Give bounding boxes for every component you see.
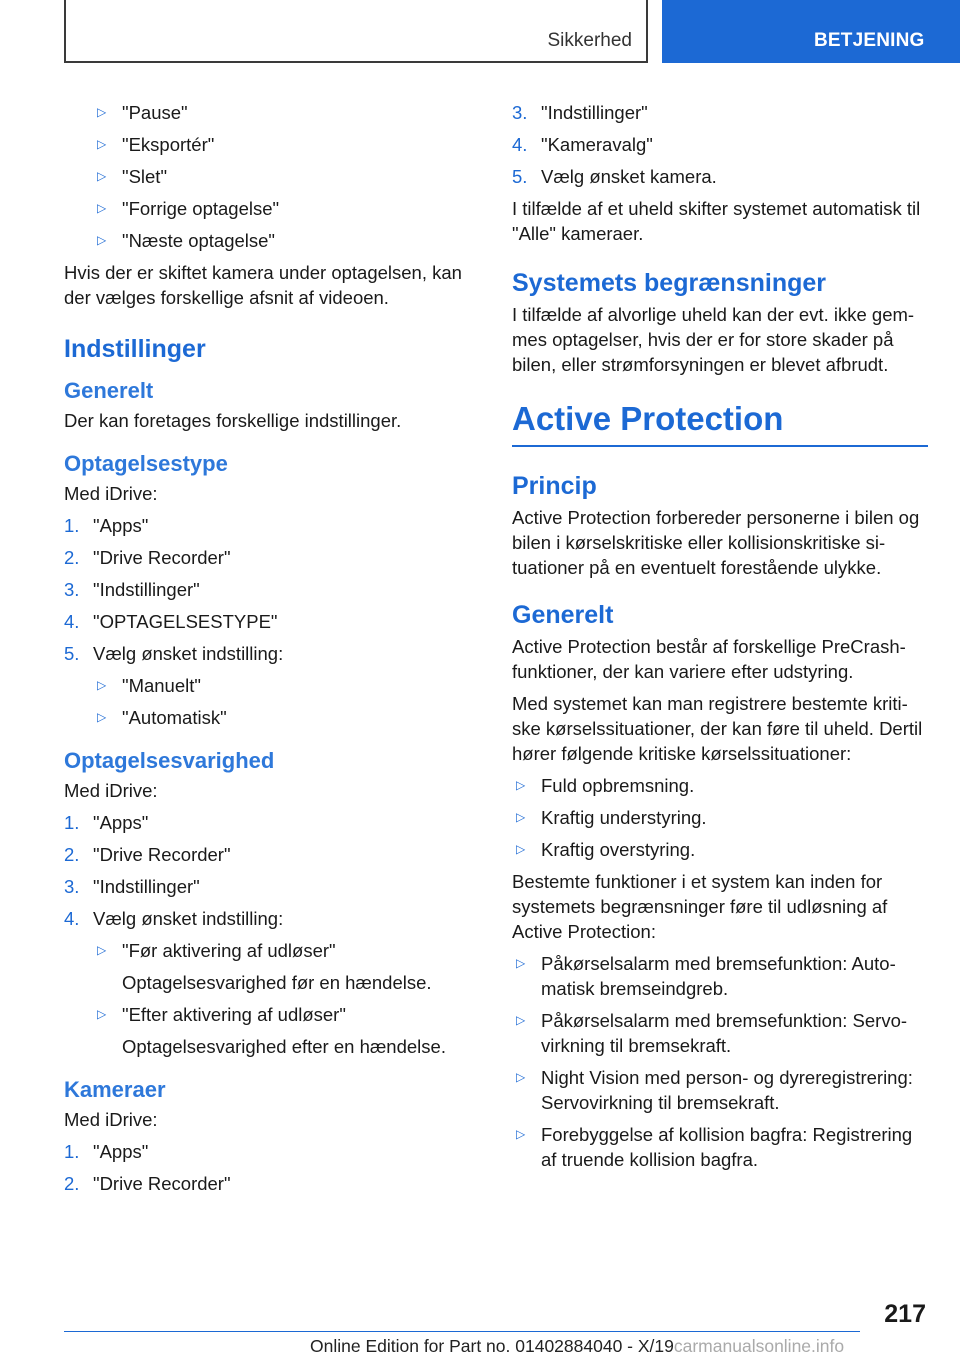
bullet-icon: ▷: [97, 943, 107, 957]
list-item: ▷ "Manuelt": [93, 673, 479, 698]
general-ap-p2: Med systemet kan man registrere bestemte kritiske kørselssituationer, der kan føre til uheld. Dertil hører følgende kritiske kørselssituationer:: [512, 693, 923, 764]
bullet-icon: ▷: [97, 137, 107, 151]
option-description: Optagelsesvarighed før en hændelse.: [122, 972, 432, 993]
option-description: Optagelsesvarighed efter en hændelse.: [122, 1036, 446, 1057]
list-item: 5. Vælg ønsket indstilling:: [64, 643, 284, 664]
bullet-icon: ▷: [516, 842, 526, 856]
heading-recording-duration: Optagelsesvarighed: [64, 748, 275, 773]
heading-system-limits: Systemets begrænsninger: [512, 269, 826, 297]
heading-general-ap: Generelt: [512, 601, 614, 629]
list-item: 3. "Indstillinger": [512, 102, 648, 123]
principle-text: Active Protection forbereder personerne i bilen og bilen i kørselskritiske eller kollisionskritiske situationer på en eventuelt forestående ulykke.: [512, 507, 920, 578]
heading-settings: Indstillinger: [64, 335, 206, 363]
heading-recording-type: Optagelsestype: [64, 451, 228, 476]
list-item: ▷ "Eksportér": [93, 132, 479, 157]
list-item: ▷ Forebyggelse af kollision bagfra: Registrering af truende kollision bagfra.: [512, 1122, 928, 1172]
watermark[interactable]: carmanualsonline.info: [673, 1336, 845, 1356]
limits-text: I tilfælde af alvorlige uheld kan der evt. ikke gemmes optagelser, hvis der er for store skader på bilen, eller strømforsyningen er blevet afbrudt.: [512, 304, 915, 375]
cameras-intro: Med iDrive:: [64, 1109, 158, 1130]
bullet-icon: ▷: [516, 1127, 526, 1141]
bullet-icon: ▷: [97, 233, 107, 247]
heading-cameras: Kameraer: [64, 1077, 166, 1102]
list-item: 3. "Indstillinger": [64, 579, 200, 600]
bullet-icon: ▷: [97, 1007, 107, 1021]
list-item: 4. "OPTAGELSESTYPE": [64, 611, 278, 632]
heading-principle: Princip: [512, 472, 597, 500]
bullet-icon: ▷: [516, 1070, 526, 1084]
bullet-icon: ▷: [516, 810, 526, 824]
intro-paragraph: Hvis der er skiftet kamera under optagelsen, kan der vælges forskellige afsnit af videoen.: [64, 262, 462, 308]
list-item: ▷ "Før aktivering af udløser": [93, 938, 479, 963]
header-box: [64, 0, 648, 63]
list-item: ▷ Påkørselsalarm med bremsefunktion: Servovirkning til bremsekraft.: [512, 1008, 928, 1058]
bullet-icon: ▷: [97, 710, 107, 724]
bullet-icon: ▷: [516, 956, 526, 970]
cameras-note: I tilfælde af et uheld skifter systemet automatisk til "Alle" kameraer.: [512, 198, 921, 244]
duration-intro: Med iDrive:: [64, 780, 158, 801]
right-column: [512, 100, 928, 1179]
footer-rule: [64, 1331, 860, 1332]
footer-edition: Online Edition for Part no. 01402884040 - X/19carmanualsonline.info: [310, 1336, 845, 1356]
list-item: 2. "Drive Recorder": [64, 1173, 231, 1194]
page-number: 217: [884, 1300, 926, 1328]
header-section-title: Sikkerhed: [547, 30, 632, 51]
general-text: Der kan foretages forskellige indstillinger.: [64, 410, 402, 431]
heading-rule: [512, 445, 928, 447]
list-item: 4. "Kameravalg": [512, 134, 653, 155]
list-item: ▷ Fuld opbremsning.: [512, 773, 928, 798]
bullet-icon: ▷: [97, 678, 107, 692]
list-item: ▷ Night Vision med person- og dyreregistrering: Servovirkning til bremsekraft.: [512, 1065, 928, 1115]
list-item: 1. "Apps": [64, 812, 149, 833]
left-column: [64, 100, 479, 1203]
list-item: 4. Vælg ønsket indstilling:: [64, 908, 284, 929]
list-item: 2. "Drive Recorder": [64, 547, 231, 568]
list-item: 1. "Apps": [64, 515, 149, 536]
list-item: ▷ "Efter aktivering af udløser": [93, 1002, 479, 1027]
header-tab-betjening[interactable]: BETJENING: [662, 0, 960, 63]
list-item: ▷ Kraftig overstyring.: [512, 837, 928, 862]
list-item: ▷ Kraftig understyring.: [512, 805, 928, 830]
list-item: ▷ "Slet": [93, 164, 479, 189]
bullet-icon: ▷: [97, 201, 107, 215]
bullet-icon: ▷: [516, 1013, 526, 1027]
list-item: ▷ "Automatisk": [93, 705, 479, 730]
bullet-icon: ▷: [97, 105, 107, 119]
list-item: ▷ "Forrige optagelse": [93, 196, 479, 221]
list-item: ▷ "Næste optagelse": [93, 228, 479, 253]
heading-general: Generelt: [64, 378, 154, 403]
list-item: 2. "Drive Recorder": [64, 844, 231, 865]
rec-type-intro: Med iDrive:: [64, 483, 158, 504]
bullet-icon: ▷: [97, 169, 107, 183]
list-item: 3. "Indstillinger": [64, 876, 200, 897]
heading-active-protection: Active Protection: [512, 400, 784, 437]
list-item: ▷ "Pause": [93, 100, 479, 125]
list-item: 5. Vælg ønsket kamera.: [512, 166, 717, 187]
top-bullet-list: [64, 100, 479, 253]
bullet-icon: ▷: [516, 778, 526, 792]
functions-intro: Bestemte funktioner i et system kan inden for systemets begrænsninger føre til udløsning af Active Protection:: [512, 871, 888, 942]
list-item: 1. "Apps": [64, 1141, 149, 1162]
general-ap-p1: Active Protection består af forskellige PreCrash-funktioner, der kan variere efter udstyring.: [512, 636, 906, 682]
list-item: ▷ Påkørselsalarm med bremsefunktion: Automatisk bremseindgreb.: [512, 951, 928, 1001]
